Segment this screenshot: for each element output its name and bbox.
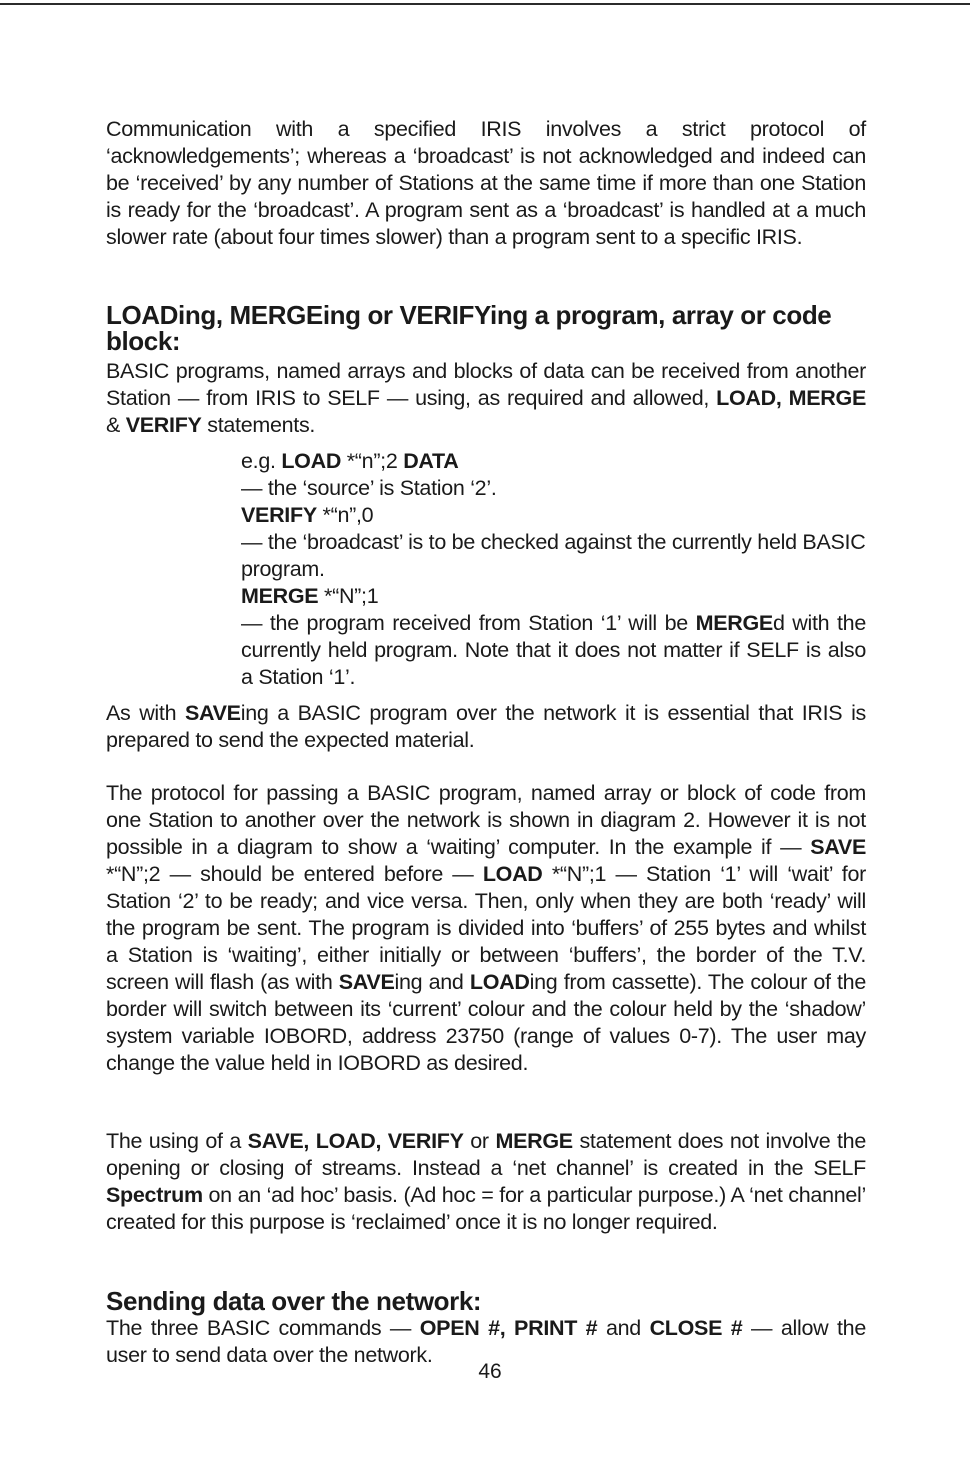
section-heading-loading xyxy=(106,302,866,354)
examples-block xyxy=(241,448,866,691)
loading-paragraph xyxy=(106,358,866,439)
saving-text: As with SAVEing a BASIC program over the network it is essential that IRIS is prepared to send the expected material. xyxy=(106,701,866,752)
net-channel-text: The using of a SAVE, LOAD, VERIFY or MERGE statement does not involve the opening or closing of streams. Instead a ‘net channel’ is created in the SELF Spectrum on an ‘ad hoc’ basis. (Ad hoc = for a particular purpose.) A ‘net channel’ created for this purpose is ‘reclaimed’ once it is no longer required. xyxy=(106,1129,866,1234)
example-load: e.g. LOAD *“n”;2 DATA xyxy=(241,449,459,473)
protocol-paragraph xyxy=(106,780,866,1077)
heading-loading: LOADing, MERGEing or VERIFYing a program, array or code block: xyxy=(106,300,832,356)
section-heading-sending xyxy=(106,1288,866,1314)
intro-paragraph xyxy=(106,116,866,251)
loading-text: BASIC programs, named arrays and blocks of data can be received from another Station — from IRIS to SELF — using, as required and allowed, LOAD, MERGE & VERIFY statements. xyxy=(106,359,866,437)
protocol-text: The protocol for passing a BASIC program, named array or block of code from one Station to another over the network is shown in diagram 2. However it is not possible in a diagram to show a ‘waiting’ computer. In the example if — SAVE *“N”;2 — should be entered before — LOAD *“N”;1 — Station ‘1’ will ‘wait’ for Station ‘2’ to be ready; and vice versa. Then, only when they are both ‘ready’ will the program be sent. The program is divided into ‘buffers’ of 255 bytes and whilst a Station is ‘waiting’, either initially or between ‘buffers’, the border of the T.V. screen will flash (as with SAVEing and LOADing from cassette). The colour of the border will switch between its ‘current’ colour and the colour held by the ‘shadow’ system variable IOBORD, address 23750 (range of values 0-7). The user may change the value held in IOBORD as desired. xyxy=(106,781,866,1075)
sending-text: The three BASIC commands — OPEN #, PRINT # and CLOSE # — allow the user to send data over the network. xyxy=(106,1316,866,1367)
page-number: 46 xyxy=(478,1360,502,1383)
intro-text: Communication with a specified IRIS involves a strict protocol of ‘acknowledgements’; whereas a ‘broadcast’ is not acknowledged and indeed can be ‘received’ by any number of Stations at the same time if more than one Station is ready for the ‘broadcast’. A program sent as a ‘broadcast’ is handled at a much slower rate (about four times slower) than a program sent to a specific IRIS. xyxy=(106,117,866,249)
example-verify-note: — the ‘broadcast’ is to be checked against the currently held BASIC program. xyxy=(241,530,866,581)
example-verify: VERIFY *“n”,0 xyxy=(241,503,374,527)
example-merge-note: — the program received from Station ‘1’ will be MERGEd with the currently held program. Note that it does not matter if SELF is also a Station ‘1’. xyxy=(241,611,867,689)
heading-sending: Sending data over the network: xyxy=(106,1286,482,1316)
top-rule xyxy=(0,3,970,5)
example-merge: MERGE *“N”;1 xyxy=(241,584,379,608)
net-channel-paragraph xyxy=(106,1128,866,1236)
saving-paragraph xyxy=(106,700,866,754)
example-load-note: — the ‘source’ is Station ‘2’. xyxy=(241,476,497,500)
